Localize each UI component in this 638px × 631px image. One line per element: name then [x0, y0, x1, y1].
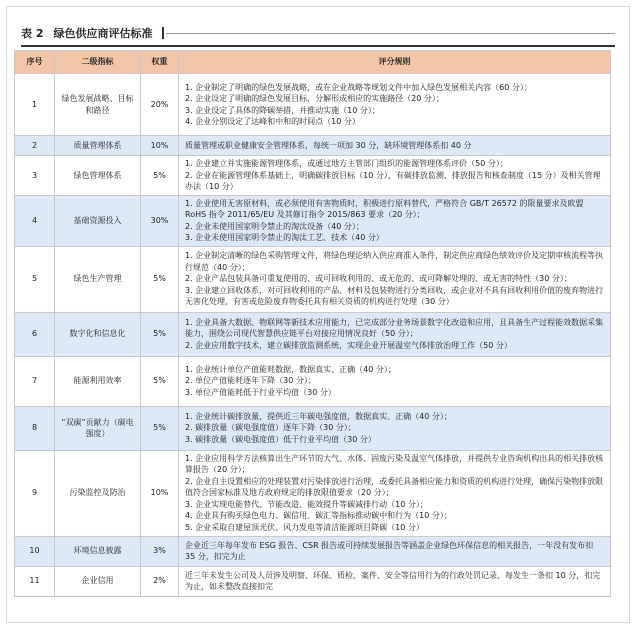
cell-no: 4	[15, 195, 55, 246]
header-rules: 评分规则	[179, 51, 611, 74]
rule-line: 1. 企业使用无害原材料，或必须使用有害物质时，积极进行原料替代，严格符合 GB/T 26572 的限量要求及欧盟 RoHS 指令 2011/65/EU 及其修订指令 2015/863 要求（20 分）；	[185, 198, 584, 219]
cell-weight: 5%	[141, 312, 179, 356]
header-weight: 权重	[141, 51, 179, 74]
cell-no: 3	[15, 156, 55, 196]
cell-rules	[179, 136, 611, 156]
rule-line: 2. 企业自主设置相应的处理装置对污染排放进行治理，或委托具备相应能力和资质的机构进行处理，确保污染物排放限值符合国家标准及地方政府规定的排放限值要求（20 分）；	[185, 476, 604, 498]
table-number: 表 2	[21, 27, 44, 40]
rule-line: 2. 企业设定了明确的绿色发展目标，分解形成相应的实施路径（20 分）；	[185, 94, 444, 103]
rule-line: 企业近三年每年发布 ESG 报告、CSR 报告或可持续发展报告等涵盖企业绿色环保信息的相关报告，一年没有发布扣 35 分，扣完为止	[185, 540, 594, 561]
cell-rules	[179, 356, 611, 406]
title-divider-bar	[162, 27, 164, 39]
rule-line: 1. 企业建立并实施能源管理体系，或通过地方主管部门组织的能源管理体系评价（50 分）；	[185, 159, 508, 168]
supplier-evaluation-table	[14, 50, 611, 597]
rule-line: 2. 企业未使用国家明令禁止的淘汰设备（40 分）；	[185, 221, 364, 231]
cell-indicator: 数字化和信息化	[55, 312, 141, 356]
rule-line: 1. 企业具备大数据、物联网等新技术应用能力，已完成部分业务场景数字化改造和应用，且具备生产过程能效数据采集能力，围绕公司现代智慧供应链平台对接应用情况良好（50 分）；	[185, 317, 604, 339]
table-row	[15, 356, 611, 406]
title-rule-line	[166, 33, 615, 34]
header-indicator: 二级指标	[55, 51, 141, 74]
table-caption	[21, 21, 615, 47]
cell-no: 7	[15, 356, 55, 406]
rule-line: 5. 企业采取自建屋顶光伏、风力发电等清洁能源项目降碳（10 分）	[185, 522, 424, 532]
table-title: 绿色供应商评估标准	[53, 27, 153, 40]
table-row	[15, 74, 611, 136]
cell-weight: 3%	[141, 536, 179, 566]
cell-indicator: 绿色发展战略、目标和路径	[55, 74, 141, 136]
cell-indicator: 企业信用	[55, 566, 141, 596]
rule-line: 3. 企业实现电能替代、节能改造、能效提升等碳减排行动（10 分）；	[185, 499, 428, 509]
cell-no: 5	[15, 246, 55, 312]
rule-line: 2. 企业应用数字技术，建立碳排放监测系统，实现企业开展温室气体排放治理工作（50 分）	[185, 340, 512, 350]
cell-indicator: “双碳”贡献力（碳电强度）	[55, 406, 141, 450]
cell-no: 6	[15, 312, 55, 356]
cell-weight: 10%	[141, 136, 179, 156]
rule-line: 近三年未发生公司及人员涉及明察、环保、质检、案件、安全等信用行为的行政处罚记录，每发生一条扣 10 分，扣完为止，如未整改直接扣完	[185, 570, 601, 591]
rule-line: 3. 企业建立回收体系，对可回收利用的产品、材料及包装物进行分类回收，或企业对不具有回收利用价值的废弃物进行无害化处理，有害或危险废弃物委托具有相关资质的机构进行处理（30 分）	[185, 285, 604, 307]
cell-rules	[179, 74, 611, 136]
header-no: 序号	[15, 51, 55, 74]
table-row	[15, 136, 611, 156]
table-row	[15, 195, 611, 246]
cell-weight: 10%	[141, 450, 179, 536]
cell-indicator: 绿色管理体系	[55, 156, 141, 196]
cell-indicator: 环境信息披露	[55, 536, 141, 566]
table-row	[15, 156, 611, 196]
rule-line: 2. 碳排放量（碳电强度值）逐年下降（30 分）；	[185, 423, 356, 433]
rule-line: 1. 企业制定了明确的绿色发展战略，或在企业战略等规划文件中加入绿色发展相关内容（60 分）；	[185, 82, 532, 92]
table-row	[15, 536, 611, 566]
cell-rules	[179, 566, 611, 596]
table-header-row	[15, 51, 611, 74]
cell-rules	[179, 406, 611, 450]
cell-weight: 20%	[141, 74, 179, 136]
cell-no: 2	[15, 136, 55, 156]
rule-line: 3. 单位产值能耗低于行业平均值（30 分）	[185, 387, 336, 397]
cell-no: 9	[15, 450, 55, 536]
cell-weight: 5%	[141, 406, 179, 450]
rule-line: 质量管理或职业健康安全管理体系，每统一项加 30 分，缺环境管理体系扣 40 分	[185, 140, 472, 150]
table-row	[15, 406, 611, 450]
cell-no: 11	[15, 566, 55, 596]
cell-rules	[179, 536, 611, 566]
rule-line: 4. 企业具有购买绿色电力、碳信用、碳汇等指标推动碳中和行为（10 分）；	[185, 511, 452, 521]
cell-rules	[179, 195, 611, 246]
rule-line: 3. 企业未使用国家明令禁止的淘汰工艺、技术（40 分）	[185, 233, 384, 242]
cell-indicator: 污染监控及防治	[55, 450, 141, 536]
cell-weight: 5%	[141, 156, 179, 196]
rule-line: 1. 企业统计碳排放量，提供近三年碳电强度值，数据真实、正确（40 分）；	[185, 411, 452, 421]
cell-rules	[179, 450, 611, 536]
rule-line: 2. 企业在能源管理体系基础上，明确碳排放目标（10 分），有碳排放监测、排放报告和核查制度（15 分）及相关管理办法（10 分）	[185, 170, 601, 191]
rule-line: 1. 企业统计单位产值能耗数据，数据真实、正确（40 分）；	[185, 364, 396, 374]
rule-line: 2. 企业产品包装具备可重复使用的、或可回收利用的、或无危的、或可降解处理的、或无害的特性（30 分）；	[185, 274, 572, 284]
table-row	[15, 246, 611, 312]
rule-line: 1. 企业制定清晰的绿色采购管理文件，将绿色理论纳入供应商准入条件，制定供应商绿色绩效评价及定期审核流程等执行规范（40 分）；	[185, 251, 604, 272]
table-body	[15, 74, 611, 597]
cell-no: 1	[15, 74, 55, 136]
cell-indicator: 质量管理体系	[55, 136, 141, 156]
cell-no: 10	[15, 536, 55, 566]
rule-line: 3. 企业设定了具体的降碳举措，并推动实施（10 分）；	[185, 105, 380, 115]
cell-rules	[179, 246, 611, 312]
cell-indicator: 绿色生产管理	[55, 246, 141, 312]
rule-line: 3. 碳排放量（碳电强度值）低于行业平均值（30 分）	[185, 434, 376, 444]
table-row	[15, 312, 611, 356]
table-row	[15, 450, 611, 536]
rule-line: 1. 企业应用科学方法核算出生产环节的大气、水体、固废污染及温室气体排放，并提供专业咨询机构出具的相关排放核算报告（20 分）；	[185, 453, 604, 475]
cell-no: 8	[15, 406, 55, 450]
rule-line: 4. 企业分别设定了达峰和中和的时间点（10 分）	[185, 117, 360, 126]
cell-weight: 5%	[141, 356, 179, 406]
rule-line: 2. 单位产值能耗逐年下降（30 分）；	[185, 376, 316, 386]
cell-weight: 2%	[141, 566, 179, 596]
cell-weight: 5%	[141, 246, 179, 312]
cell-indicator: 能源利用效率	[55, 356, 141, 406]
cell-rules	[179, 156, 611, 196]
cell-weight: 30%	[141, 195, 179, 246]
cell-rules	[179, 312, 611, 356]
table-row	[15, 566, 611, 596]
cell-indicator: 基础资源投入	[55, 195, 141, 246]
